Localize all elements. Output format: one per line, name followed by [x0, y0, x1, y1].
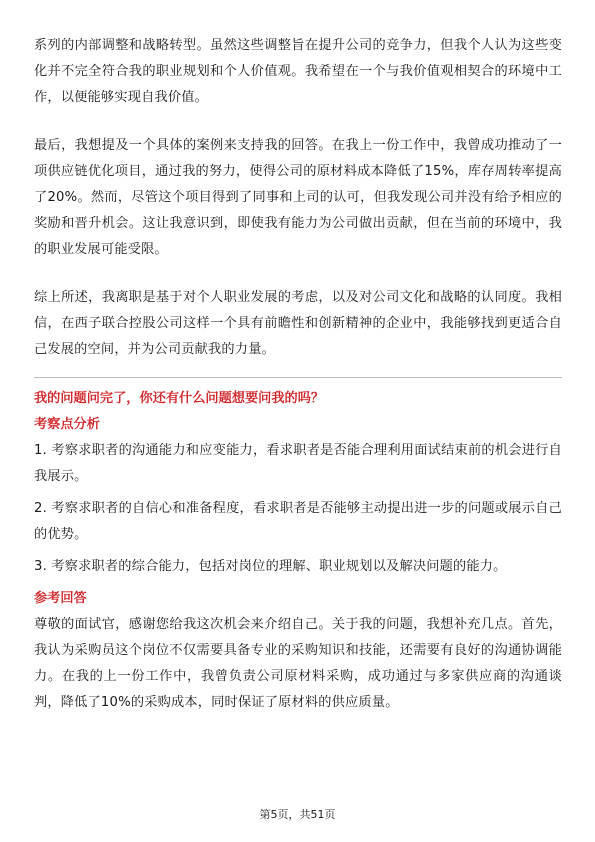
reference-answer-heading: 参考回答: [34, 591, 87, 606]
page-number: 第5页，共51页: [259, 808, 336, 821]
page-content: [34, 33, 562, 716]
reference-answer-text: 尊敬的面试官，感谢您给我这次机会来介绍自己。关于我的问题，我想补充几点。首先，我认为采购员这个岗位不仅需要具备专业的采购知识和技能，还需要有良好的沟通协调能力。在我的上一份工作中，我曾负责公司原材料采购，成功通过与多家供应商的沟通谈判，降低了10%的采购成本，同时保证了原材料的供应质量。: [34, 617, 562, 710]
body-paragraph-1: 系列的内部调整和战略转型。虽然这些调整旨在提升公司的竞争力，但我个人认为这些变化并不完全符合我的职业规划和个人价值观。我希望在一个与我价值观相契合的环境中工作，以便能够实现自我价值。: [34, 38, 562, 105]
body-paragraph-3: 综上所述，我离职是基于对个人职业发展的考虑，以及对公司文化和战略的认同度。我相信，在西子联合控股公司这样一个具有前瞻性和创新精神的企业中，我能够找到更适合自己发展的空间，并为公司贡献我的力量。: [34, 290, 562, 357]
analysis-item-2: 2. 考察求职者的自信心和准备程度，看求职者是否能够主动提出进一步的问题或展示自己的优势。: [34, 501, 562, 542]
analysis-item-1: 1. 考察求职者的沟通能力和应变能力，看求职者是否能合理利用面试结束前的机会进行自我展示。: [34, 443, 562, 484]
body-paragraph-2: 最后，我想提及一个具体的案例来支持我的回答。在我上一份工作中，我曾成功推动了一项供应链优化项目，通过我的努力，使得公司的原材料成本降低了15%，库存周转率提高了20%。然而，尽管这个项目得到了同事和上司的认可，但我发现公司并没有给予相应的奖励和晋升机会。这让我意识到，即使我有能力为公司做出贡献，但在当前的环境中，我的职业发展可能受限。: [34, 138, 562, 257]
section-divider: [34, 377, 562, 378]
analysis-heading: 考察点分析: [34, 417, 100, 432]
interview-question: 我的问题问完了，你还有什么问题想要问我的吗？: [34, 391, 325, 406]
analysis-item-3: 3. 考察求职者的综合能力，包括对岗位的理解、职业规划以及解决问题的能力。: [34, 559, 507, 574]
